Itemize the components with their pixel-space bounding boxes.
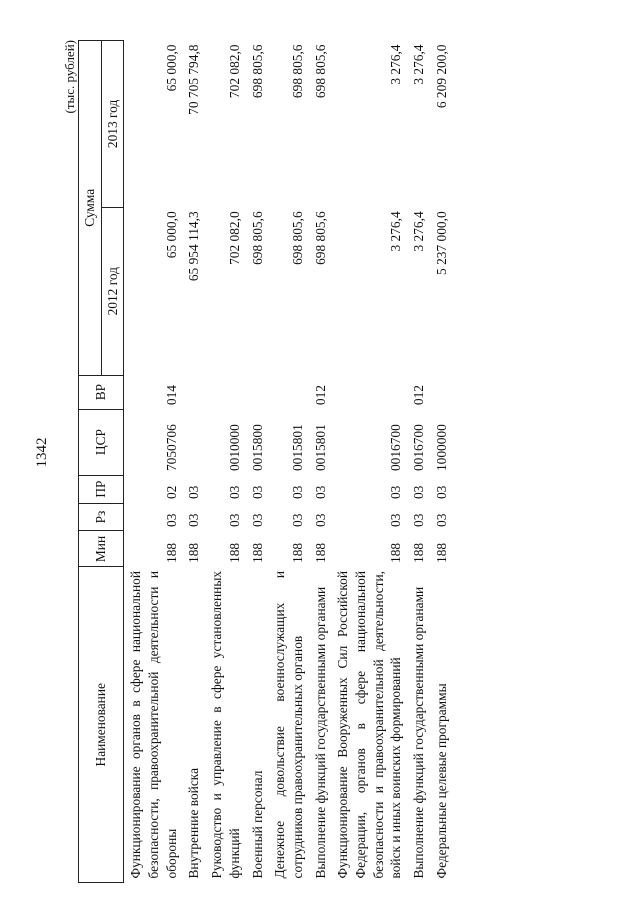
header-year-2013: 2013 год: [101, 41, 124, 208]
row-vr: [268, 375, 308, 409]
table-row: [407, 41, 430, 883]
row-name: Выполнение функций государственными органами: [411, 586, 426, 879]
row-csr: [182, 409, 205, 475]
row-rz: 03: [289, 513, 305, 527]
row-sum-2013: 6 209 200,0: [433, 44, 449, 109]
row-rz: 03: [433, 513, 449, 527]
row-name: Военный персонал: [249, 770, 265, 879]
table-row: [246, 41, 269, 883]
units-note: (тыс. рублей): [62, 40, 77, 114]
page-number: 1342: [34, 437, 50, 468]
row-sum-2013: 65 000,0: [163, 44, 179, 92]
row-sum-2012: 702 082,0: [226, 211, 242, 265]
header-vr: ВР: [79, 375, 124, 409]
row-vr: 012: [312, 384, 328, 406]
row-min: 188: [289, 542, 305, 563]
row-sum-2013: 698 805,6: [312, 44, 328, 99]
row-csr: 0015800: [249, 424, 265, 472]
row-rz: 03: [163, 513, 179, 527]
row-min: 188: [186, 542, 202, 563]
row-pr: 03: [289, 485, 305, 500]
row-min: 188: [163, 542, 179, 563]
row-vr: 012: [411, 384, 426, 406]
budget-table: [78, 40, 452, 883]
row-rz: 03: [226, 513, 242, 527]
table-row: [182, 41, 205, 883]
row-rz: 03: [186, 513, 202, 527]
row-name: Денежное довольствие военнослужащих и сотрудников правоохранительных органов: [272, 570, 305, 879]
row-pr: 03: [388, 485, 404, 500]
table-row: [309, 41, 332, 883]
table-row: [268, 41, 308, 883]
row-sum-2013: 3 276,4: [411, 44, 426, 85]
header-name: Наименование: [79, 567, 124, 883]
row-name: Внутренние войска: [186, 767, 202, 879]
row-vr: [430, 375, 453, 409]
row-min: 188: [433, 542, 449, 563]
row-sum-2012: 698 805,6: [312, 211, 328, 265]
header-rz: Рз: [79, 503, 124, 531]
row-sum-2013: 70 705 794,8: [186, 44, 202, 115]
row-vr: 014: [163, 384, 179, 406]
row-csr: 0010000: [226, 424, 242, 472]
header-min: Мин: [79, 531, 124, 567]
header-csr: ЦСР: [79, 409, 124, 475]
table-row: [205, 41, 245, 883]
row-rz: 03: [388, 513, 404, 527]
row-min: 188: [388, 542, 404, 563]
row-min: 188: [411, 542, 426, 563]
row-sum-2012: 3 276,4: [411, 211, 426, 252]
row-name: Федеральные целевые программы: [433, 683, 449, 879]
row-sum-2012: 3 276,4: [388, 211, 404, 252]
row-sum-2012: 65 954 114,3: [186, 211, 202, 282]
row-pr: 03: [249, 485, 265, 500]
row-sum-2013: 698 805,6: [249, 44, 265, 99]
row-csr: 0015801: [312, 424, 328, 472]
row-name: Выполнение функций государственными органами: [312, 586, 328, 879]
table-row: [430, 41, 453, 883]
header-sum: Сумма: [79, 41, 102, 376]
row-min: 188: [226, 542, 242, 563]
row-csr: 1000000: [433, 424, 449, 472]
row-csr: 0016700: [388, 424, 404, 472]
row-name: Функционирование органов в сфере национальной безопасности, правоохранительной деятельности и обороны: [128, 570, 179, 879]
row-vr: [246, 375, 269, 409]
row-sum-2012: 65 000,0: [163, 211, 179, 259]
row-sum-2013: 3 276,4: [388, 44, 404, 85]
row-csr: 0016700: [411, 424, 426, 472]
row-pr: 03: [433, 485, 449, 500]
row-vr: [331, 375, 407, 409]
row-pr: 02: [163, 485, 179, 500]
header-pr: ПР: [79, 475, 124, 503]
row-sum-2013: 698 805,6: [289, 44, 305, 99]
table-row: [124, 41, 183, 883]
row-pr: 03: [186, 485, 202, 500]
row-vr: [182, 375, 205, 409]
table-header: [79, 41, 124, 883]
row-sum-2013: 702 082,0: [226, 44, 242, 99]
row-min: 188: [249, 542, 265, 563]
row-sum-2012: 698 805,6: [289, 211, 305, 265]
row-csr: 7050706: [163, 424, 179, 472]
row-pr: 03: [411, 485, 426, 500]
row-min: 188: [312, 542, 328, 563]
row-name: Руководство и управление в сфере установленных функций: [209, 570, 242, 879]
row-rz: 03: [411, 513, 426, 527]
row-sum-2012: 698 805,6: [249, 211, 265, 265]
row-vr: [205, 375, 245, 409]
header-year-2012: 2012 год: [101, 207, 124, 375]
row-rz: 03: [249, 513, 265, 527]
row-pr: 03: [226, 485, 242, 500]
row-rz: 03: [312, 513, 328, 527]
table-body: [124, 41, 453, 883]
row-pr: 03: [312, 485, 328, 500]
row-csr: 0015801: [289, 424, 305, 472]
row-sum-2012: 5 237 000,0: [433, 211, 449, 275]
table-row: [331, 41, 407, 883]
row-name: Функционирование Вооруженных Сил Российской Федерации, органов в сфере национальной безопасности и правоохранительной деятельности, войск и иных воинских формирований: [335, 570, 404, 879]
